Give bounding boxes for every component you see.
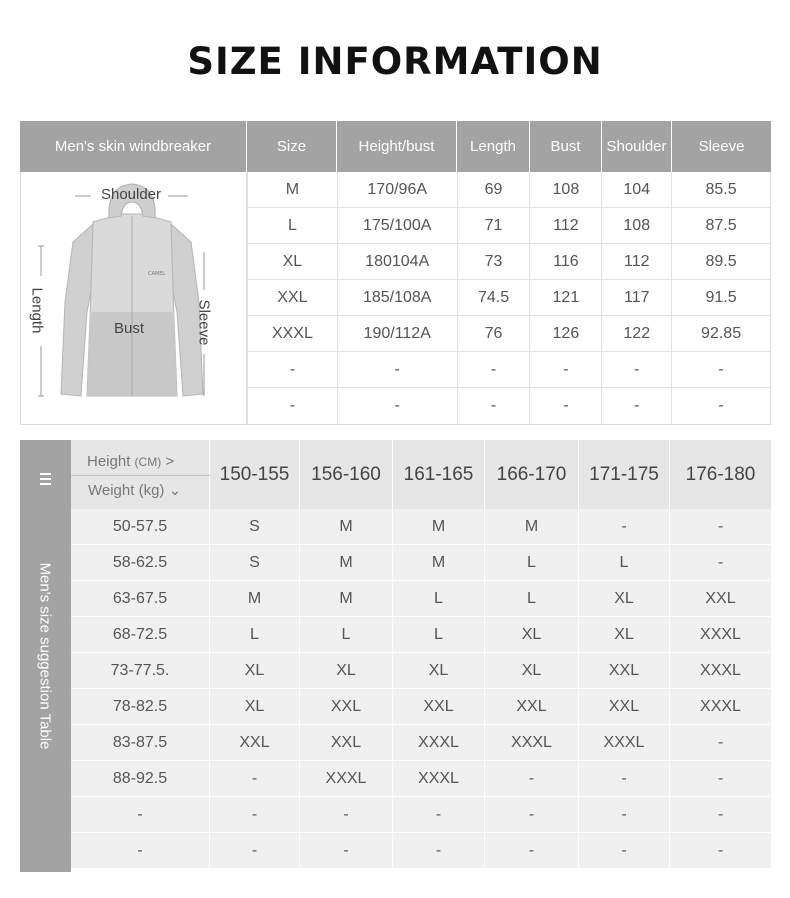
sleeve-label: Sleeve: [195, 299, 213, 346]
size-cell: -: [485, 797, 579, 832]
size-cell: XXXL: [700, 625, 741, 643]
suggestion-table-header: [71, 440, 771, 509]
size-cell: -: [717, 553, 724, 571]
height-column-header: 156-160: [300, 440, 393, 509]
sleeve-cell: 87.5: [671, 208, 770, 243]
size-cell: -: [247, 352, 337, 387]
jacket-illustration: [21, 172, 247, 425]
shoulder-label: Shoulder: [100, 186, 162, 203]
menu-icon: [40, 473, 51, 488]
size-cell: -: [210, 797, 300, 832]
table-row: [247, 352, 770, 388]
table-row: [247, 172, 770, 208]
corner-divider: [71, 475, 210, 476]
height-bust-cell: 175/100A: [337, 208, 457, 243]
size-cell: -: [717, 841, 724, 859]
weight-cell: 50-57.5: [71, 509, 210, 544]
header-length: Length: [457, 121, 530, 172]
bust-cell: 112: [529, 208, 601, 243]
size-cell: XXL: [579, 689, 670, 724]
bust-label: Bust: [113, 320, 144, 337]
length-cell: -: [457, 352, 530, 387]
height-column-header: 150-155: [210, 440, 300, 509]
chevron-down-icon: ⌄: [168, 482, 182, 499]
length-label: Length: [28, 287, 46, 334]
size-cell: -: [579, 797, 670, 832]
header-bust: Bust: [530, 121, 602, 172]
height-column-header: 161-165: [393, 440, 485, 509]
jacket-diagram: [20, 172, 247, 425]
length-cell: 76: [457, 316, 530, 351]
size-cell: M: [210, 581, 300, 616]
header-size: Size: [247, 121, 337, 172]
size-cell: M: [393, 509, 485, 544]
size-cell: L: [300, 617, 393, 652]
sleeve-cell: 85.5: [671, 172, 770, 207]
table-row: [247, 388, 770, 424]
size-cell: XXL: [210, 725, 300, 760]
shoulder-cell: 108: [601, 208, 671, 243]
table-row: [71, 689, 771, 725]
size-cell: XL: [393, 653, 485, 688]
bust-cell: 121: [529, 280, 601, 315]
corner-weight-label: Weight (kg) ⌄: [88, 482, 182, 499]
size-cell: XXL: [705, 589, 736, 607]
sleeve-cell: -: [671, 388, 770, 424]
height-column-header: 171-175: [579, 440, 670, 509]
shoulder-cell: -: [601, 352, 671, 387]
size-cell: M: [247, 172, 337, 207]
size-cell: XXL: [300, 725, 393, 760]
side-label: Men's size suggestion Table: [36, 562, 54, 750]
height-bust-cell: 170/96A: [337, 172, 457, 207]
size-cell: S: [210, 545, 300, 580]
weight-cell: 63-67.5: [71, 581, 210, 616]
height-column-header: 166-170: [485, 440, 579, 509]
size-cell: XL: [579, 581, 670, 616]
size-cell: XL: [247, 244, 337, 279]
sleeve-cell: 91.5: [671, 280, 770, 315]
page-title: SIZE INFORMATION: [187, 40, 603, 83]
size-cell: XXXL: [247, 316, 337, 351]
size-cell: S: [210, 509, 300, 544]
shoulder-cell: 117: [601, 280, 671, 315]
garment-size-table: [20, 121, 771, 425]
size-cell: M: [300, 545, 393, 580]
size-cell: XXL: [485, 689, 579, 724]
suggestion-table-body: [71, 509, 771, 872]
shoulder-cell: 112: [601, 244, 671, 279]
size-cell: XXL: [579, 653, 670, 688]
size-cell: L: [393, 581, 485, 616]
size-cell: -: [717, 733, 724, 751]
header-product-name: Men's skin windbreaker: [20, 121, 247, 172]
table-row: [71, 581, 771, 617]
weight-cell: 58-62.5: [71, 545, 210, 580]
size-cell: XL: [300, 653, 393, 688]
size-cell: XXXL: [700, 661, 741, 679]
size-cell: M: [300, 509, 393, 544]
corner-height-label: Height (CM) >: [87, 453, 175, 470]
size-cell: -: [300, 833, 393, 868]
size-cell: -: [485, 761, 579, 796]
length-cell: 71: [457, 208, 530, 243]
size-cell: -: [300, 797, 393, 832]
weight-cell: 78-82.5: [71, 689, 210, 724]
length-cell: -: [457, 388, 530, 424]
table-row: [247, 208, 770, 244]
size-cell: XL: [210, 689, 300, 724]
size-cell: -: [579, 509, 670, 544]
size-cell: XXXL: [579, 725, 670, 760]
size-cell: M: [300, 581, 393, 616]
bust-cell: 108: [529, 172, 601, 207]
size-cell: L: [247, 208, 337, 243]
length-cell: 69: [457, 172, 530, 207]
size-cell: XL: [485, 653, 579, 688]
header-sleeve: Sleeve: [698, 138, 745, 155]
weight-cell: 88-92.5: [71, 761, 210, 796]
weight-cell: 83-87.5: [71, 725, 210, 760]
size-cell: XXL: [247, 280, 337, 315]
weight-cell: 73-77.5.: [71, 653, 210, 688]
size-cell: -: [579, 761, 670, 796]
size-cell: XXXL: [393, 725, 485, 760]
size-cell: XXXL: [700, 697, 741, 715]
size-cell: XL: [485, 617, 579, 652]
size-cell: -: [210, 833, 300, 868]
garment-table-header: [20, 121, 771, 172]
length-cell: 73: [457, 244, 530, 279]
weight-cell: 68-72.5: [71, 617, 210, 652]
shoulder-cell: 122: [601, 316, 671, 351]
bust-cell: 126: [529, 316, 601, 351]
table-row: [71, 509, 771, 545]
size-cell: L: [210, 617, 300, 652]
header-shoulder: Shoulder: [602, 121, 672, 172]
size-cell: L: [393, 617, 485, 652]
size-cell: L: [579, 545, 670, 580]
height-bust-cell: 190/112A: [337, 316, 457, 351]
height-bust-cell: -: [337, 388, 457, 424]
size-cell: XXXL: [485, 725, 579, 760]
size-cell: -: [717, 517, 724, 535]
table-row: [71, 653, 771, 689]
size-cell: -: [717, 805, 724, 823]
size-cell: -: [717, 769, 724, 787]
weight-cell: -: [71, 833, 210, 868]
table-row: [247, 244, 770, 280]
size-cell: XXXL: [393, 761, 485, 796]
sleeve-cell: 92.85: [671, 316, 770, 351]
table-row: [71, 545, 771, 581]
table-row: [71, 833, 771, 869]
size-cell: -: [579, 833, 670, 868]
garment-table-body: [247, 172, 771, 425]
header-corner: [71, 440, 210, 509]
size-cell: -: [485, 833, 579, 868]
table-row: [71, 797, 771, 833]
height-bust-cell: 180104A: [337, 244, 457, 279]
size-cell: L: [485, 581, 579, 616]
size-cell: -: [393, 797, 485, 832]
size-suggestion-table: [20, 440, 771, 872]
size-cell: M: [393, 545, 485, 580]
height-bust-cell: -: [337, 352, 457, 387]
length-cell: 74.5: [457, 280, 530, 315]
size-cell: -: [247, 388, 337, 424]
shoulder-cell: 104: [601, 172, 671, 207]
table-row: [247, 316, 770, 352]
table-row: [71, 761, 771, 797]
sleeve-cell: -: [671, 352, 770, 387]
size-cell: XL: [579, 617, 670, 652]
chevron-right-icon: >: [165, 453, 175, 470]
svg-text:CAMEL: CAMEL: [148, 271, 166, 277]
bust-cell: -: [529, 388, 601, 424]
table-row: [247, 280, 770, 316]
size-cell: L: [485, 545, 579, 580]
size-cell: XXL: [300, 689, 393, 724]
size-cell: -: [393, 833, 485, 868]
header-height-bust: Height/bust: [337, 121, 457, 172]
size-cell: -: [210, 761, 300, 796]
shoulder-cell: -: [601, 388, 671, 424]
weight-cell: -: [71, 797, 210, 832]
table-row: [71, 725, 771, 761]
table-row: [71, 617, 771, 653]
height-column-header: 176-180: [685, 463, 756, 485]
side-label-bar: [20, 440, 71, 872]
bust-cell: 116: [529, 244, 601, 279]
size-cell: XXXL: [300, 761, 393, 796]
sleeve-cell: 89.5: [671, 244, 770, 279]
bust-cell: -: [529, 352, 601, 387]
size-cell: XL: [210, 653, 300, 688]
size-cell: M: [485, 509, 579, 544]
size-cell: XXL: [393, 689, 485, 724]
height-bust-cell: 185/108A: [337, 280, 457, 315]
